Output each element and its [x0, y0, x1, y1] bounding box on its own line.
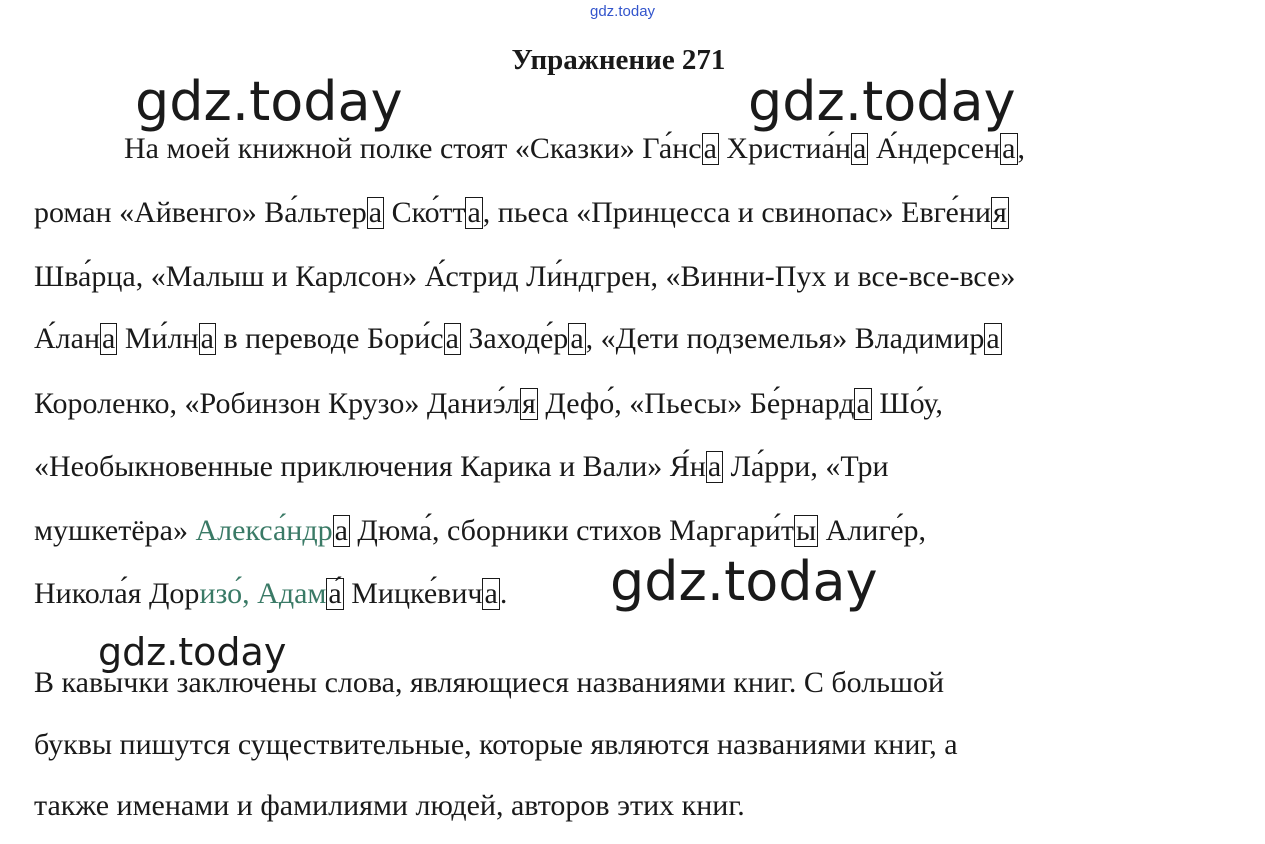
- ending-box: а́: [328, 577, 342, 610]
- text-segment: Заходе́р: [460, 322, 569, 355]
- watermark: gdz.today: [98, 630, 287, 674]
- ending-box: а: [102, 322, 116, 355]
- text-segment: Шо́у,: [871, 387, 943, 420]
- watermark: gdz.today: [135, 70, 403, 133]
- ending-box: а: [368, 196, 383, 229]
- text-segment: Ла́рри, «Три: [723, 450, 889, 483]
- text-segment: Шва́рца, «Малыш и Карлсон» А́стрид Ли́ндгрен, «Винни-Пух и все-все-все»: [34, 260, 1016, 293]
- ending-box: я: [522, 387, 536, 420]
- text-segment: мушкетёра»: [34, 514, 196, 547]
- text-segment: изо́, Адам: [199, 577, 327, 610]
- ending-box: а: [707, 450, 722, 483]
- text-segment: На моей книжной полке стоят «Сказки» Га́нс: [124, 132, 702, 165]
- text-line: [34, 577, 507, 611]
- text-segment: Ми́лн: [117, 322, 199, 355]
- text-segment: Короленко, «Робинзон Крузо» Даниэ́л: [34, 387, 521, 420]
- text-line: [34, 450, 889, 484]
- text-line: [34, 514, 926, 548]
- text-segment: ,: [1017, 132, 1025, 165]
- text-segment: А́лан: [34, 322, 101, 355]
- text-line: [34, 196, 1009, 230]
- ending-box: а: [986, 322, 1000, 355]
- ending-box: ы: [795, 514, 817, 547]
- text-segment: Алиге́р,: [818, 514, 927, 547]
- text-line: [34, 322, 1002, 356]
- text-segment: , пьеса «Принцесса и свинопас» Евге́ни: [482, 196, 991, 229]
- text-segment: Дюма́, сборники стихов Маргари́т: [349, 514, 794, 547]
- text-segment: Ско́тт: [384, 196, 466, 229]
- watermark: gdz.today: [748, 70, 1016, 133]
- ending-box: а: [467, 196, 481, 229]
- text-segment: Алекса́ндр: [195, 514, 333, 547]
- ending-box: я: [992, 196, 1007, 229]
- ending-box: а: [1002, 132, 1016, 165]
- text-segment: роман «Айвенго» Ва́льтер: [34, 196, 367, 229]
- top-watermark: gdz.today: [590, 3, 656, 20]
- exercise-title: Упражнение 271: [511, 44, 726, 76]
- text-segment: в переводе Бори́с: [215, 322, 444, 355]
- ending-box: а: [445, 322, 459, 355]
- ending-box: а: [703, 132, 717, 165]
- ending-box: а: [852, 132, 867, 165]
- text-line: [34, 387, 943, 421]
- text-line: [34, 260, 1015, 294]
- text-segment: А́ндерсен: [868, 132, 1001, 165]
- text-line: также именами и фамилиями людей, авторов этих книг.: [34, 789, 745, 822]
- watermark: gdz.today: [610, 550, 878, 613]
- text-segment: Мицке́вич: [343, 577, 483, 610]
- ending-box: а: [334, 514, 348, 547]
- text-segment: .: [499, 577, 508, 610]
- text-segment: , «Дети подземелья» Владимир: [585, 322, 985, 355]
- ending-box: а: [484, 577, 498, 610]
- ending-box: а: [856, 387, 870, 420]
- text-segment: Никола́я Дор: [34, 577, 200, 610]
- text-segment: «Необыкновенные приключения Карика и Вали» Я́н: [34, 450, 706, 483]
- text-line: В кавычки заключены слова, являющиеся названиями книг. С большой: [34, 666, 945, 699]
- text-line: [34, 132, 1025, 166]
- ending-box: а: [570, 322, 584, 355]
- text-segment: Христиа́н: [718, 132, 851, 165]
- ending-box: а: [200, 322, 214, 355]
- text-line: буквы пишутся существительные, которые являются названиями книг, а: [34, 728, 958, 761]
- text-segment: Дефо́, «Пьесы» Бе́рнард: [537, 387, 855, 420]
